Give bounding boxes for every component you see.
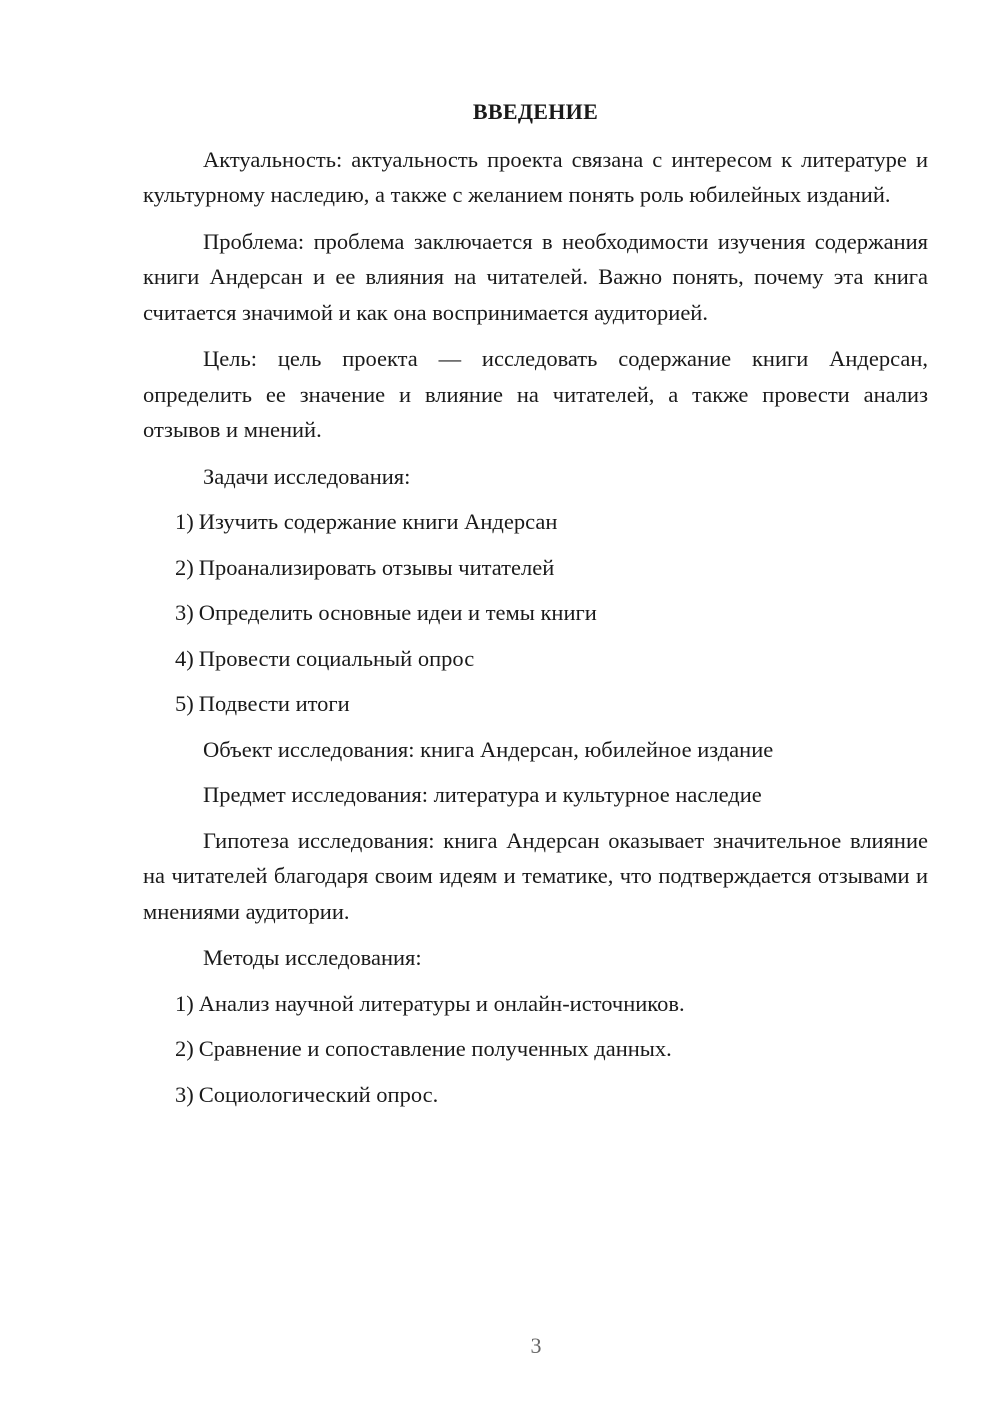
task-number: 1)	[175, 509, 194, 534]
task-number: 4)	[175, 645, 194, 671]
method-number: 3)	[175, 1081, 194, 1107]
method-number: 2)	[175, 1036, 194, 1061]
task-item	[143, 595, 928, 631]
task-text: Подвести итоги	[198, 691, 350, 716]
task-number: 5)	[175, 691, 194, 716]
task-item	[143, 641, 928, 677]
task-item	[143, 550, 928, 586]
task-text: Изучить содержание книги Андерсан	[198, 509, 558, 534]
method-item	[143, 1031, 928, 1067]
section-title: ВВЕДЕНИЕ	[472, 99, 599, 124]
tasks-heading: Задачи исследования:	[203, 463, 411, 489]
methods-heading: Методы исследования:	[203, 945, 422, 970]
method-text: Анализ научной литературы и онлайн-источников.	[198, 990, 685, 1016]
task-text: Провести социальный опрос	[198, 645, 475, 671]
task-number: 2)	[175, 554, 194, 580]
page-number: 3	[530, 1333, 542, 1358]
method-text: Сравнение и сопоставление полученных данных.	[198, 1036, 672, 1061]
task-item	[143, 504, 928, 540]
method-number: 1)	[175, 990, 194, 1016]
method-text: Социологический опрос.	[198, 1081, 439, 1107]
method-item	[143, 986, 928, 1022]
task-number: 3)	[175, 600, 194, 625]
methods-list	[143, 986, 928, 1113]
object-line: Объект исследования: книга Андерсан, юбилейное издание	[203, 736, 774, 762]
task-text: Определить основные идеи и темы книги	[198, 600, 597, 625]
relevance-paragraph: Актуальность: актуальность проекта связана с интересом к литературе и культурному наследию, а также с желанием понять роль юбилейных изданий.	[143, 146, 928, 207]
task-text: Проанализировать отзывы читателей	[198, 554, 555, 580]
problem-paragraph: Проблема: проблема заключается в необходимости изучения содержания книги Андерсан и ее влияния на читателей. Важно понять, почему эта книга считается значимой и как она воспринимается аудиторией.	[143, 228, 928, 325]
tasks-list	[143, 504, 928, 722]
page-content	[143, 94, 928, 1122]
subject-line: Предмет исследования: литература и культурное наследие	[203, 782, 762, 807]
task-item	[143, 686, 928, 722]
goal-paragraph: Цель: цель проекта — исследовать содержание книги Андерсан, определить ее значение и влияние на читателей, а также провести анализ отзывов и мнений.	[143, 346, 928, 442]
method-item	[143, 1077, 928, 1113]
hypothesis-paragraph: Гипотеза исследования: книга Андерсан оказывает значительное влияние на читателей благодаря своим идеям и тематике, что подтверждается отзывами и мнениями аудитории.	[143, 827, 928, 924]
